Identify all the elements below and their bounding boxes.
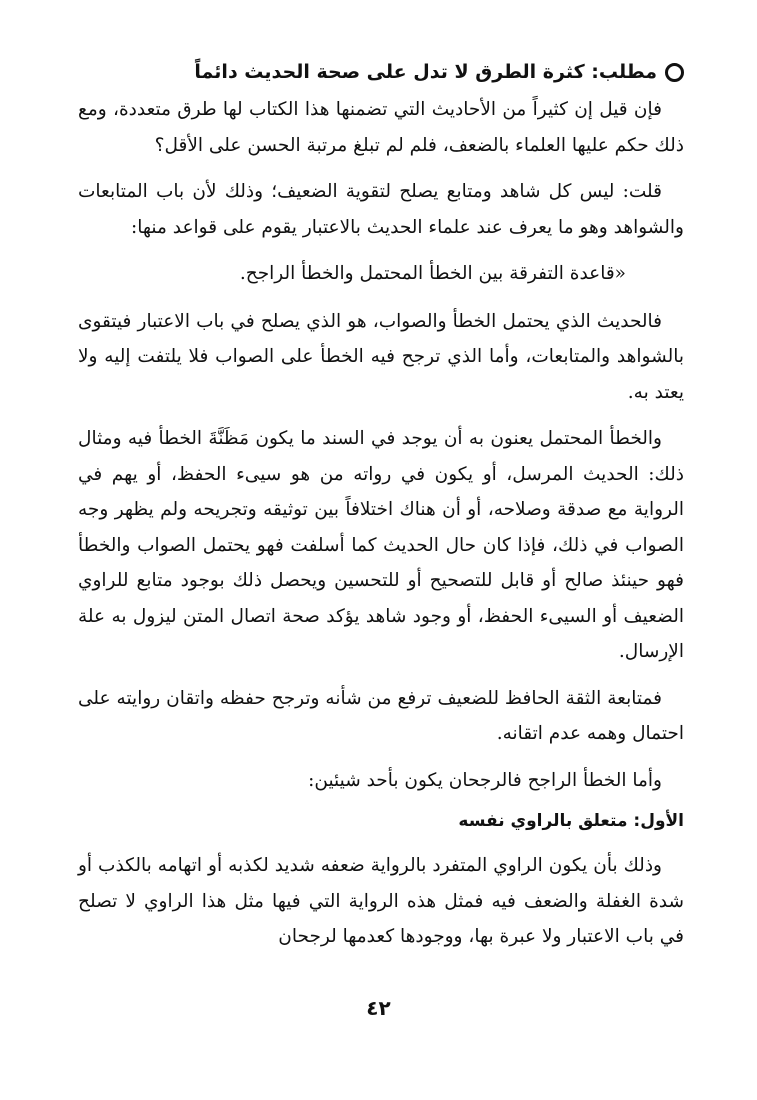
section-heading-text: مطلب: كثرة الطرق لا تدل على صحة الحديث دائماً [194, 61, 657, 83]
paragraph-answer: قلت: ليس كل شاهد ومتابع يصلح لتقوية الضعيف؛ وذلك لأن باب المتابعات والشواهد وهو ما يعرف عند علماء الحديث بالاعتبار يقوم على قواعد منها: [78, 181, 684, 238]
paragraph-possible-error: فالحديث الذي يحتمل الخطأ والصواب، هو الذي يصلح في باب الاعتبار فيتقوى بالشواهد والمتابعات، وأما الذي ترجح فيه الخطأ على الصواب فلا يلتفت إليه ولا يعتد به. [78, 310, 684, 403]
page-content [78, 58, 684, 966]
paragraph-follow-up: فمتابعة الثقة الحافظ للضعيف ترفع من شأنه وترجح حفظه واتقان روايته على احتمال وهمه عدم اتقانه. [78, 687, 684, 744]
circle-bullet-icon [665, 63, 684, 82]
paragraph-predominant-error: وأما الخطأ الراجح فالرجحان يكون بأحد شيئين: [308, 769, 662, 791]
section-heading [78, 58, 684, 86]
paragraph-error-definition: والخطأ المحتمل يعنون به أن يوجد في السند ما يكون مَظَنَّةَ الخطأ فيه ومثال ذلك: الحديث المرسل، أو يكون في رواته من هو سيىء الحفظ، أو يهم في الرواية مع صدقة وصلاحه، أو أن هناك اختلافاً بين توثيقه وتجريحه ولم يظهر وجه الصواب في ذلك، فإذا كان حال الحديث كما أسلفت فهو يحتمل الصواب والخطأ فهو حينئذ صالح أو قابل للتصحيح أو للتحسين ويحصل ذلك بوجود متابع للراوي الضعيف أو السيىء الحفظ، أو وجود شاهد يؤكد صحة اتصال المتن ليزول به علة الإرسال. [78, 428, 684, 662]
paragraph-question: فإن قيل إن كثيراً من الأحاديث التي تضمنها هذا الكتاب لها طرق متعددة، ومع ذلك حكم عليها العلماء بالضعف، فلم لم تبلغ مرتبة الحسن على الأقل؟ [78, 99, 684, 156]
paragraph-narrator: وذلك بأن يكون الراوي المتفرد بالرواية ضعفه شديد لكذبه أو اتهامه بالكذب أو شدة الغفلة والضعف فيه فمثل هذه الرواية التي فيها مثل هذا الراوي لا تصلح في باب الاعتبار ولا عبرة بها، ووجودها كعدمها لرجحان [78, 855, 684, 947]
subheading-first: الأول: متعلق بالراوي نفسه [458, 811, 684, 831]
page-number: ٤٢ [366, 996, 391, 1020]
rule-quote: «قاعدة التفرقة بين الخطأ المحتمل والخطأ الراجح. [239, 263, 626, 284]
